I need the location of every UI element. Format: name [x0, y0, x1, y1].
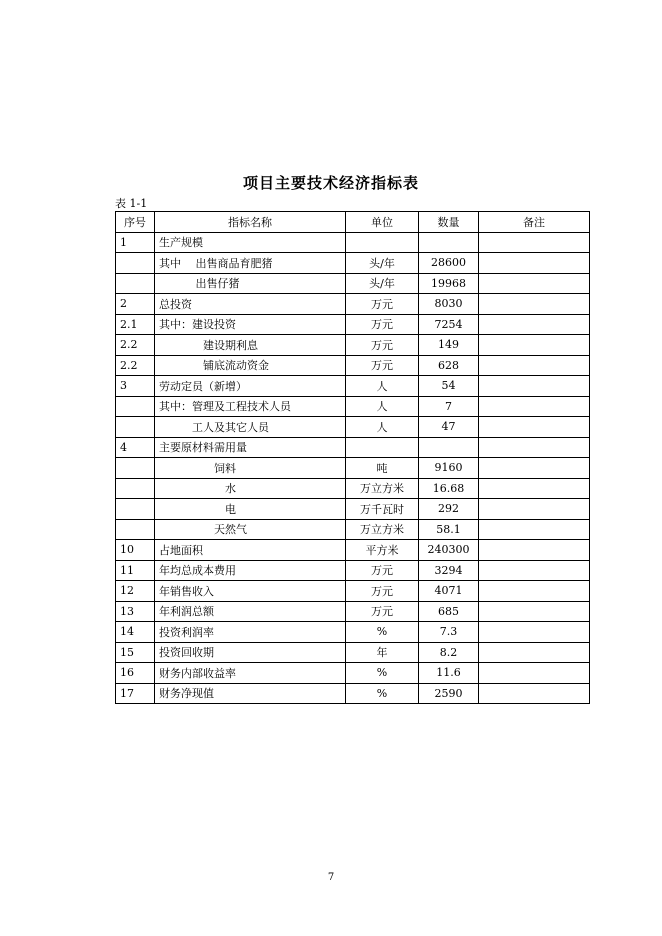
cell-name: 建设期利息: [155, 335, 346, 356]
cell-qty: 19968: [419, 273, 479, 294]
cell-note: [479, 253, 590, 274]
table-row: [116, 376, 590, 397]
table-row: [116, 232, 590, 253]
table-row: [116, 294, 590, 315]
cell-note: [479, 376, 590, 397]
cell-name: 饲料: [155, 458, 346, 479]
cell-no: 17: [116, 683, 155, 704]
cell-no: 4: [116, 437, 155, 458]
cell-note: [479, 314, 590, 335]
cell-unit: 万元: [346, 601, 419, 622]
cell-unit: 万元: [346, 335, 419, 356]
table-row: [116, 417, 590, 438]
table-row: [116, 540, 590, 561]
cell-no: [116, 458, 155, 479]
cell-no: 2.1: [116, 314, 155, 335]
cell-no: 11: [116, 560, 155, 581]
cell-unit: 万元: [346, 314, 419, 335]
column-header-note: 备注: [479, 212, 590, 233]
cell-unit: [346, 437, 419, 458]
cell-note: [479, 294, 590, 315]
cell-name: 天然气: [155, 519, 346, 540]
table-row: [116, 335, 590, 356]
cell-no: 15: [116, 642, 155, 663]
cell-note: [479, 417, 590, 438]
cell-name: 电: [155, 499, 346, 520]
cell-note: [479, 232, 590, 253]
cell-note: [479, 273, 590, 294]
cell-qty: 149: [419, 335, 479, 356]
cell-unit: 吨: [346, 458, 419, 479]
cell-name: 工人及其它人员: [155, 417, 346, 438]
table-row: [116, 273, 590, 294]
cell-unit: 万立方米: [346, 478, 419, 499]
table-row: [116, 314, 590, 335]
table-row: [116, 581, 590, 602]
cell-note: [479, 335, 590, 356]
cell-qty: 16.68: [419, 478, 479, 499]
cell-name: 出售仔猪: [155, 273, 346, 294]
cell-qty: 8.2: [419, 642, 479, 663]
cell-no: 14: [116, 622, 155, 643]
cell-name: 年销售收入: [155, 581, 346, 602]
cell-qty: 3294: [419, 560, 479, 581]
cell-note: [479, 499, 590, 520]
cell-unit: 年: [346, 642, 419, 663]
cell-name: 年利润总额: [155, 601, 346, 622]
table-title: 项目主要技术经济指标表: [242, 174, 419, 192]
cell-unit: 人: [346, 376, 419, 397]
cell-name: 其中：管理及工程技术人员: [155, 396, 346, 417]
cell-note: [479, 581, 590, 602]
table-label: 表 1-1: [115, 197, 148, 210]
table-row: [116, 499, 590, 520]
cell-qty: 4071: [419, 581, 479, 602]
cell-name: 财务内部收益率: [155, 663, 346, 684]
cell-note: [479, 683, 590, 704]
cell-name: 占地面积: [155, 540, 346, 561]
page-number: 7: [327, 872, 335, 883]
table-row: [116, 519, 590, 540]
cell-qty: [419, 232, 479, 253]
indicator-table: [115, 211, 590, 704]
cell-no: [116, 417, 155, 438]
cell-qty: 240300: [419, 540, 479, 561]
cell-qty: 7: [419, 396, 479, 417]
cell-qty: [419, 437, 479, 458]
cell-name: 投资利润率: [155, 622, 346, 643]
cell-no: 3: [116, 376, 155, 397]
column-header-name: 指标名称: [155, 212, 346, 233]
cell-no: 2.2: [116, 335, 155, 356]
cell-unit: 万元: [346, 355, 419, 376]
cell-qty: 7.3: [419, 622, 479, 643]
cell-unit: 头/年: [346, 273, 419, 294]
cell-note: [479, 560, 590, 581]
cell-unit: 万元: [346, 581, 419, 602]
table-row: [116, 683, 590, 704]
table-header-row: [116, 212, 590, 233]
cell-qty: 8030: [419, 294, 479, 315]
cell-qty: 292: [419, 499, 479, 520]
cell-name: 劳动定员（新增）: [155, 376, 346, 397]
cell-note: [479, 622, 590, 643]
cell-no: 1: [116, 232, 155, 253]
cell-note: [479, 601, 590, 622]
column-header-unit: 单位: [346, 212, 419, 233]
cell-no: 2.2: [116, 355, 155, 376]
cell-unit: 平方米: [346, 540, 419, 561]
cell-no: [116, 519, 155, 540]
cell-no: 10: [116, 540, 155, 561]
cell-unit: %: [346, 622, 419, 643]
cell-note: [479, 642, 590, 663]
cell-name: 其中 出售商品育肥猪: [155, 253, 346, 274]
cell-name: 铺底流动资金: [155, 355, 346, 376]
cell-unit: 万元: [346, 294, 419, 315]
table-row: [116, 642, 590, 663]
cell-note: [479, 519, 590, 540]
cell-note: [479, 478, 590, 499]
cell-note: [479, 396, 590, 417]
cell-unit: 万立方米: [346, 519, 419, 540]
cell-name: 生产规模: [155, 232, 346, 253]
cell-qty: 685: [419, 601, 479, 622]
cell-name: 年均总成本费用: [155, 560, 346, 581]
cell-qty: 628: [419, 355, 479, 376]
cell-note: [479, 540, 590, 561]
cell-no: 12: [116, 581, 155, 602]
cell-no: [116, 396, 155, 417]
cell-qty: 58.1: [419, 519, 479, 540]
cell-unit: 人: [346, 396, 419, 417]
cell-unit: %: [346, 663, 419, 684]
cell-note: [479, 663, 590, 684]
column-header-no: 序号: [116, 212, 155, 233]
cell-unit: %: [346, 683, 419, 704]
cell-qty: 28600: [419, 253, 479, 274]
cell-no: [116, 253, 155, 274]
cell-name: 财务净现值: [155, 683, 346, 704]
table-row: [116, 663, 590, 684]
cell-no: 13: [116, 601, 155, 622]
cell-name: 总投资: [155, 294, 346, 315]
cell-qty: 7254: [419, 314, 479, 335]
cell-name: 其中：建设投资: [155, 314, 346, 335]
cell-no: [116, 499, 155, 520]
cell-name: 水: [155, 478, 346, 499]
cell-no: [116, 478, 155, 499]
table-row: [116, 560, 590, 581]
cell-unit: 万元: [346, 560, 419, 581]
table-row: [116, 396, 590, 417]
cell-name: 主要原材料需用量: [155, 437, 346, 458]
cell-unit: [346, 232, 419, 253]
cell-unit: 头/年: [346, 253, 419, 274]
table-row: [116, 355, 590, 376]
table-row: [116, 601, 590, 622]
cell-unit: 人: [346, 417, 419, 438]
cell-unit: 万千瓦时: [346, 499, 419, 520]
cell-no: 2: [116, 294, 155, 315]
cell-qty: 54: [419, 376, 479, 397]
cell-note: [479, 437, 590, 458]
table-row: [116, 478, 590, 499]
cell-qty: 2590: [419, 683, 479, 704]
cell-name: 投资回收期: [155, 642, 346, 663]
cell-note: [479, 458, 590, 479]
cell-qty: 11.6: [419, 663, 479, 684]
cell-qty: 9160: [419, 458, 479, 479]
cell-qty: 47: [419, 417, 479, 438]
table-row: [116, 622, 590, 643]
column-header-qty: 数量: [419, 212, 479, 233]
cell-note: [479, 355, 590, 376]
cell-no: [116, 273, 155, 294]
table-row: [116, 253, 590, 274]
cell-no: 16: [116, 663, 155, 684]
table-row: [116, 458, 590, 479]
table-row: [116, 437, 590, 458]
